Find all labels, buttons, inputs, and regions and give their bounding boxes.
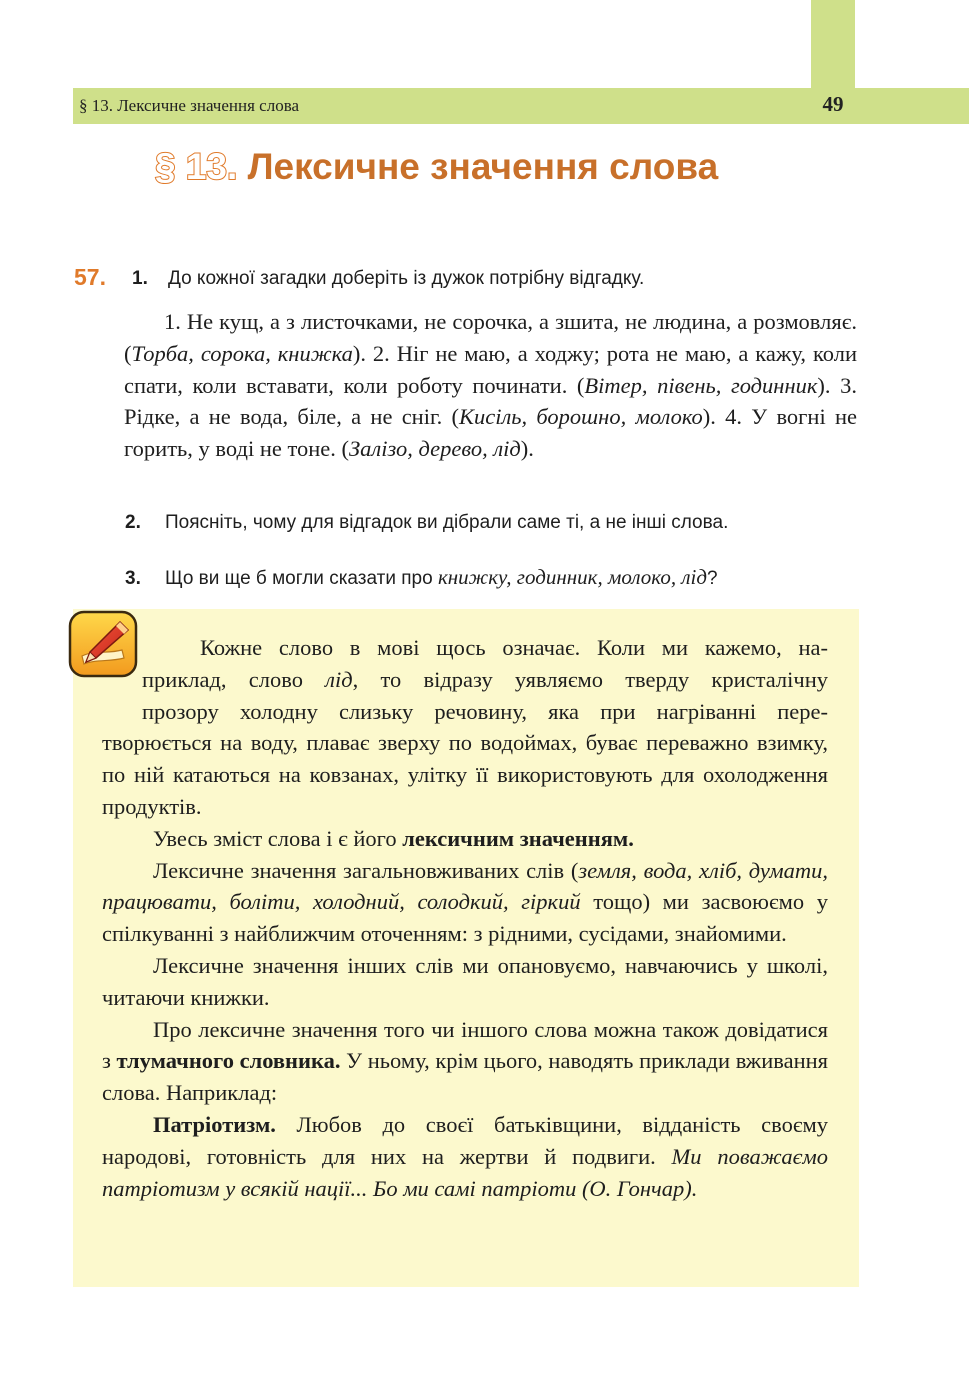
riddle-options: Торба, сорока, книжка (131, 340, 353, 366)
rule-text-span: тощо) ми засвоюємо у спілкуванні з найближчим оточенням: з рідними, сусідами, знайомими. (102, 889, 829, 947)
term-bold: тлумачного словника. (116, 1048, 341, 1074)
riddle-text: ). 2. Ніг не маю, а ходжу; рота не маю, а кажу, коли спати, коли вставати, коли роботу починати. ( (124, 340, 857, 398)
rule-paragraph (102, 664, 828, 696)
riddle-text: ). 3. Рідке, а не вода, біле, а не сніг. ( (124, 372, 857, 430)
rule-line: приклад, слово (142, 666, 326, 692)
page-number: 49 (822, 92, 844, 116)
riddle-options: Вітер, півень, годинник (584, 372, 818, 398)
rule-text (102, 632, 828, 1204)
rule-text-span: Лексичне значення інших слів ми опановуємо, навчаючись у школі, читаючи книжки. (102, 952, 828, 1010)
exercise-number: 57. (74, 264, 106, 290)
section-title-text: Лексичне значення слова (247, 146, 719, 187)
rule-paragraph (102, 727, 828, 822)
riddles-paragraph (124, 306, 857, 465)
rule-paragraph (102, 855, 828, 950)
riddle-text: ). (520, 436, 534, 462)
task-1 (132, 268, 644, 290)
rule-paragraph (102, 632, 828, 664)
rule-line: творюється на воду, плаває зверху по водоймах, буває переважно взимку, по ній катаються на ковзанах, улітку її використовують для охолодження продуктів. (102, 730, 828, 819)
rule-paragraph (102, 696, 828, 728)
section-title (155, 146, 718, 188)
rule-text-span: Про лексичне значення того чи іншого слова можна також довідатися з (102, 1016, 828, 1074)
dictionary-headword: Патріотизм. (153, 1111, 276, 1137)
dictionary-definition: Любов до своєї батьківщини, відданість своєму народові, готовність для них на жертви й подвиги. (102, 1111, 828, 1169)
task-2 (125, 512, 728, 534)
rule-paragraph (102, 950, 828, 1014)
dictionary-example: Ми поважаємо патріотизм у всякій нації... Бо ми самі патріоти (О. Гончар). (102, 1143, 828, 1201)
rule-italic-word: лід (325, 666, 353, 692)
rule-paragraph (102, 823, 828, 855)
riddle-options: Залізо, дерево, лід (349, 436, 521, 462)
example-words: земля, вода, хліб, думати, працювати, боліти, холодний, солодкий, гіркий (102, 857, 828, 915)
task-text: Що ви ще б могли сказати про (165, 568, 438, 589)
task-text-end: ? (706, 568, 718, 589)
rule-line: прозору холодну слизьку речовину, яка при нагріванні пере- (142, 698, 828, 724)
riddle-text: 1. Не кущ, а з листочками, не сорочка, а зшита, не людина, а розмовляє. ( (124, 309, 857, 366)
running-head: § 13. Лексичне значення слова (79, 96, 300, 115)
rule-line: , то відразу уявляємо тверду кристалічну (352, 666, 828, 692)
riddle-text: ). 4. У вогні не горить, у воді не тоне. ( (124, 404, 857, 462)
task-number: 3. (125, 568, 141, 589)
task-italic-words: книжку, годинник, молоко, лід (437, 565, 707, 589)
task-number: 2. (125, 512, 141, 533)
task-3 (125, 565, 718, 590)
rule-text-span: Увесь зміст слова і є його (153, 825, 403, 851)
section-sign: § 13. (155, 146, 238, 187)
task-number: 1. (132, 268, 148, 289)
rule-line: Кожне слово в мові щось означає. Коли ми кажемо, на- (200, 635, 828, 660)
riddle-options: Кисіль, борошно, молоко (459, 404, 703, 430)
task-text: Поясніть, чому для відгадок ви дібрали саме ті, а не інші слова. (165, 512, 729, 533)
rule-text-span: Лексичне значення загальновживаних слів ( (153, 857, 579, 883)
task-text: До кожної загадки доберіть із дужок потрібну відгадку. (168, 268, 645, 289)
term-bold: лексичним значенням. (402, 825, 634, 851)
rule-paragraph (102, 1109, 828, 1204)
rule-text-span: У ньому, крім цього, наводять приклади вживання слова. Наприклад: (102, 1048, 828, 1106)
rule-paragraph (102, 1014, 828, 1109)
